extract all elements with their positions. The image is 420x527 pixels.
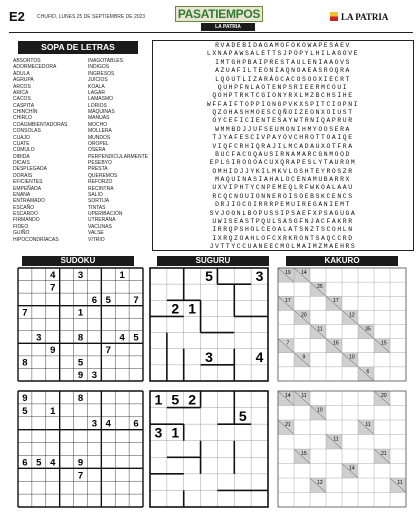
- word-item: VALSE: [88, 230, 104, 237]
- grid-row: LXNAPAWSALETTSJPOPYLHILAGOVE: [206, 50, 360, 58]
- kakuro-clue: 9: [302, 354, 306, 361]
- kakuro-clue: 6: [366, 368, 370, 375]
- word-item: MOLLERA: [88, 128, 112, 135]
- word-item: ENTRAMADO: [13, 198, 45, 205]
- grid-row: WMMBDJJUFSEUMONIHMYOOSERA: [215, 125, 351, 133]
- sudoku-given: 7: [105, 345, 111, 357]
- sudoku-given: 7: [133, 294, 139, 306]
- grid-row: OYCEFICIENTESAYWTRNIQAPRUR: [212, 117, 354, 125]
- word-item: PRESTA: [88, 166, 108, 173]
- word-item: ADULA: [13, 70, 30, 77]
- word-item: LAGAR: [88, 89, 105, 96]
- grid-row: QZOHASHMOESCQÑOIZEONXOIUST: [212, 109, 354, 116]
- kakuro-clue: 20: [381, 393, 387, 400]
- word-item: REFORZO: [88, 179, 113, 186]
- suguru-title: SUGURU: [157, 256, 269, 266]
- kakuro-clue: 14: [285, 393, 291, 400]
- kakuro-clue: 35: [365, 326, 371, 333]
- word-item: ARCOS: [13, 83, 31, 90]
- grid-row: MAQUINASIAHALOCENAMUBARRX: [215, 176, 351, 183]
- word-item: RECINTRA: [88, 185, 114, 192]
- grid-row: UXVIPHTYCNPEMEQLRFWKOALAAU: [212, 184, 354, 192]
- word-item: INGRESOS: [88, 70, 115, 77]
- sudoku-given: 8: [77, 332, 84, 344]
- suguru-given: 5: [205, 268, 213, 285]
- brand-flag-icon: [330, 12, 338, 21]
- word-search-title: SOPA DE LETRAS: [18, 41, 138, 54]
- suguru-given: 2: [171, 300, 180, 317]
- suguru-given: 1: [188, 300, 197, 317]
- word-item: SALIO: [88, 191, 103, 198]
- word-item: ADORMECEDORA: [13, 64, 57, 71]
- suguru-given: 4: [255, 348, 264, 365]
- word-item: OSERA: [88, 147, 106, 154]
- sudoku-grid-1: [18, 268, 143, 381]
- kakuro-clue: 11: [317, 326, 323, 333]
- suguru-given: 1: [171, 424, 180, 441]
- word-item: COAGMBIENTADORAS: [13, 121, 68, 128]
- word-list-column-a: [13, 58, 89, 243]
- word-item: VACUNAS: [88, 223, 112, 230]
- word-item: INAGOTABLES: [88, 58, 123, 64]
- word-item: MANUAS: [88, 115, 110, 122]
- word-item: ESCARDO: [13, 211, 38, 217]
- word-item: GUIÑO: [13, 230, 30, 237]
- word-item: ARICA: [13, 89, 29, 96]
- grid-row: EPLSIROOOACUXQRAPESLYTAUROM: [209, 159, 357, 167]
- suguru-given: 3: [154, 424, 163, 441]
- word-list-column-b: [88, 58, 160, 243]
- word-item: DESPLEGADA: [13, 166, 47, 173]
- sudoku-given: 1: [119, 269, 125, 281]
- header-rule: [9, 32, 413, 33]
- kakuro-clue: 11: [365, 422, 371, 429]
- sudoku-given: 6: [22, 457, 28, 469]
- word-item: TINTAS: [88, 204, 106, 211]
- word-item: INDIGOS: [88, 64, 110, 71]
- suguru-given: 1: [154, 391, 163, 408]
- sudoku-given: 9: [77, 370, 84, 382]
- kakuro-clue: 25: [317, 284, 323, 291]
- grid-row: SVJOONLBOPUSSIPSAEFXPSAGUGA: [209, 209, 357, 217]
- grid-row: UWISEASTPQULSASGFNJACFAKRR: [212, 217, 354, 225]
- grid-row: IXRQZOAHLOFCXRKRONTSAQCCRD: [212, 234, 354, 242]
- sudoku-given: 7: [50, 282, 56, 294]
- sudoku-given: 8: [22, 357, 28, 369]
- suguru-grid-2: [150, 391, 268, 507]
- grid-row: IMTGHPBAIPRESTAULENIAAOVS: [215, 58, 351, 66]
- kakuro-clue: 17: [285, 298, 291, 305]
- word-item: DICAIS: [13, 160, 30, 166]
- sudoku-title: SUDOKU: [22, 256, 134, 266]
- kakuro-clue: 11: [301, 393, 307, 400]
- kakuro-clue: 19: [285, 269, 291, 276]
- word-item: SORTIJA: [88, 198, 110, 205]
- grid-row: QUHPFNLAOTENPSRIEERMCOUI: [217, 83, 349, 91]
- kakuro-clue: 15: [381, 340, 387, 347]
- word-item: ESCAÑO: [13, 204, 35, 211]
- sudoku-given: 5: [77, 357, 84, 369]
- word-item: QUEREMOS: [88, 172, 118, 179]
- kakuro-clue: 21: [285, 422, 291, 429]
- sudoku-given: 5: [36, 457, 42, 469]
- sudoku-given: 7: [77, 470, 84, 482]
- sudoku-given: 5: [133, 332, 139, 344]
- section-logo: [175, 5, 263, 31]
- sudoku-given: 1: [77, 307, 84, 319]
- kakuro-clue: 12: [349, 312, 355, 319]
- grid-row: TJYAFESCIVPAYOVCHROTTOAIQE: [212, 134, 354, 142]
- word-item: MUNDOS: [88, 134, 111, 141]
- grid-row: WFFAIFTOPPIONGPVKXSPITCIOPNI: [206, 100, 360, 108]
- sudoku-given: 6: [133, 418, 139, 430]
- sudoku-given: 1: [50, 405, 56, 417]
- word-item: AGRUPA: [13, 77, 34, 84]
- word-item: PERPENDICULARMENTE: [88, 153, 149, 160]
- word-item: HIPOCONDRÍACAS: [13, 236, 59, 243]
- word-item: OROPEL: [88, 140, 109, 147]
- word-item: LAMASMO: [88, 96, 114, 103]
- sudoku-given: 6: [91, 294, 98, 306]
- word-item: FIDEO: [13, 223, 29, 230]
- word-item: ABSORTOS: [13, 58, 41, 64]
- kakuro-clue: 10: [317, 407, 323, 414]
- word-item: KOALA: [88, 83, 105, 90]
- word-item: MOCHO: [88, 121, 108, 128]
- grid-border: [150, 391, 268, 507]
- word-item: EFICIENTES: [13, 179, 43, 186]
- grid-row: RVADEBIDAGAMOFOKOWAPESAEV: [215, 42, 351, 49]
- kakuro-grid-1: [278, 268, 406, 381]
- suguru-given: 5: [238, 407, 247, 424]
- kakuro-clue: 15: [301, 451, 307, 458]
- sudoku-given: 9: [77, 457, 84, 469]
- grid-row: LQOUTLIZARÁOCACOSOOXIECRT: [215, 75, 351, 83]
- kakuro-clue: 14: [301, 269, 307, 276]
- word-item: DIBIDA: [13, 153, 30, 160]
- word-item: CONSOLAS: [13, 128, 41, 135]
- word-item: MÁQUINAS: [88, 109, 115, 115]
- grid-row: JVTTYCCUANEECMOLMAIMZMAEHRS: [209, 243, 357, 250]
- page-number: E2: [9, 9, 25, 24]
- grid-row: IRRQPSHOLCEOALATSNZTSCOHLN: [212, 226, 354, 234]
- kakuro-title: KAKURO: [286, 256, 398, 266]
- kakuro-clue: 11: [333, 436, 339, 443]
- grid-row: AZUAFILTEONIAQNOAEASROQRA: [215, 67, 351, 75]
- word-item: PESEBYO: [88, 160, 112, 166]
- brand-name: LA PATRIA: [341, 12, 389, 22]
- sudoku-given: 8: [77, 392, 84, 404]
- sudoku-given: 3: [91, 370, 98, 382]
- suguru-given: 5: [171, 391, 180, 408]
- sudoku-given: 4: [50, 269, 56, 281]
- kakuro-clue: 21: [381, 451, 387, 458]
- sudoku-given: 3: [36, 332, 42, 344]
- kakuro-clue: 14: [349, 465, 355, 472]
- grid-row: DRJIOCOIRRRPEMUIREGANIEMT: [215, 201, 351, 209]
- sudoku-given: 4: [119, 332, 125, 344]
- word-item: CUAJO: [13, 134, 30, 141]
- word-item: ENANA: [13, 191, 31, 198]
- word-item: UTRERANA: [88, 217, 116, 224]
- grid-row: BUCFACOQAUSIRNAMARCGNMOOD: [215, 150, 351, 158]
- grid-row: QOHPTRKTCGIONYRXLMZBCHSIHE: [212, 92, 354, 100]
- word-item: JUICIOS: [88, 77, 108, 84]
- sudoku-given: 3: [77, 269, 84, 281]
- sudoku-given: 9: [50, 345, 56, 357]
- grid-row: RCQCNOUIONNEROISOEBSKCENCS: [212, 192, 354, 200]
- sudoku-given: 7: [22, 307, 28, 319]
- newspaper-brand: [330, 12, 388, 22]
- sudoku-grid-2: [18, 391, 143, 507]
- grid-row: VIQFCRHIQRAJILMCADAUXOTFRA: [212, 142, 354, 150]
- page-date: CHUFID, LUNES 25 DE SEPTIEMBRE DE 2023: [37, 14, 146, 20]
- sudoku-given: 9: [22, 392, 28, 404]
- kakuro-clue: 17: [333, 298, 339, 305]
- word-search-grid: [152, 40, 414, 251]
- sudoku-given: 5: [22, 405, 28, 417]
- kakuro-clue: 20: [301, 312, 307, 319]
- sudoku-given: 4: [105, 418, 111, 430]
- section-logo-text: PASATIEMPOS: [175, 6, 263, 22]
- word-item: CUATE: [13, 140, 30, 147]
- grid-row: OMHIDJJYKILMKVLOSHTEYROSZR: [212, 167, 354, 175]
- kakuro-grid-2: [278, 391, 406, 507]
- word-item: CÚMULO: [13, 147, 35, 154]
- word-item: LORIOS: [88, 102, 107, 109]
- section-logo-subtitle: LA PATRIA: [201, 23, 255, 31]
- word-item: CHINCHÍN: [13, 109, 38, 115]
- suguru-grid-1: [150, 268, 268, 381]
- word-item: CACOS: [13, 96, 31, 103]
- suguru-given: 3: [205, 348, 213, 365]
- word-item: FIRMANDO: [13, 217, 40, 224]
- word-item: UPERIBACIÓN: [88, 211, 123, 217]
- kakuro-clue: 11: [397, 480, 403, 487]
- suguru-given: 2: [188, 391, 197, 408]
- kakuro-clue: 12: [317, 480, 323, 487]
- word-item: CHIRLO: [13, 115, 32, 122]
- word-item: EMPEÑADA: [13, 185, 42, 192]
- sudoku-given: 3: [91, 418, 98, 430]
- suguru-given: 3: [255, 268, 264, 285]
- word-item: CASPITA: [13, 102, 35, 109]
- sudoku-given: 5: [105, 294, 111, 306]
- sudoku-given: 4: [50, 457, 56, 469]
- word-item: VITRIO: [88, 236, 105, 243]
- kakuro-clue: 10: [349, 354, 355, 361]
- kakuro-clue: 7: [286, 340, 290, 347]
- kakuro-clue: 16: [333, 340, 339, 347]
- word-item: DORAIS: [13, 172, 33, 179]
